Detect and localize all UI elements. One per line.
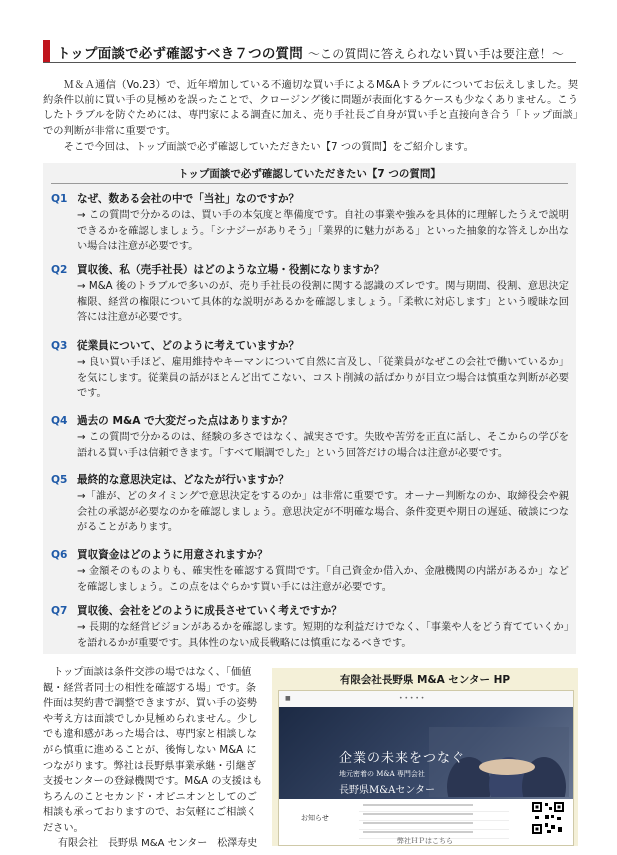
news-row xyxy=(359,821,509,830)
question-number: Q7 xyxy=(51,605,68,617)
question-number: Q4 xyxy=(51,415,68,427)
answer-text: →「誰が、どのタイミングで意思決定をするのか」は非常に重要です。オーナー判断なのか、取締役会や親会社の承認が必要なのかを確認しましょう。意思決定が不明確な場合、条件変更や期日の遅延、破談につながることがあります。 xyxy=(77,491,569,534)
answer-text: → この質問で分かるのは、買い手の本気度と準備度です。自社の事業や強みを具体的に理解したうえで説明できるかを確認しましょう。「シナジーがありそう」「業界的に魅力がある」といった抽象的な答えしか出ない場合は注意が必要です。 xyxy=(77,210,569,253)
question-number: Q2 xyxy=(51,264,68,276)
title-accent-bar xyxy=(43,40,50,62)
hero-company-name: 長野県M&Aセンター xyxy=(339,785,435,796)
hero-headline: 企業の未来をつなぐ xyxy=(339,751,466,766)
answer-text: → 長期的な経営ビジョンがあるかを確認します。短期的な利益だけでなく、「事業や人をどう育てていくか」を語れるかが重要です。具体性のない成長戦略には慎重になるべきです。 xyxy=(77,622,569,649)
questions-box-title: トップ面談で必ず確認していただきたい【7 つの質問】 xyxy=(178,168,441,180)
homepage-caption: 弊社ＨＰはこちら xyxy=(397,837,453,845)
logo-icon: ■ xyxy=(285,695,291,702)
author-signature: 有限会社 長野県 M&A センター 松澤寿史 xyxy=(58,838,258,849)
page-title-main: トップ面談で必ず確認すべき７つの質問 xyxy=(57,46,303,62)
nav-dots: • • • • • xyxy=(399,695,425,702)
question-number: Q3 xyxy=(51,340,68,352)
question-number: Q1 xyxy=(51,193,68,205)
closing-paragraph: トップ面談は条件交渉の場ではなく、「価値観・経営者同士の相性を確認する場」です。条件面は契約書で調整できますが、買い手の姿勢や考え方は面談でしか見極められません。少しでも違和感があった場合は、専門家と相談しながら慎重に進めることが、後悔しない M&A につながります。弊社は長野県事業承継・引継ぎ支援センターの登録機関です。M&A の支援はもちろんのことセカンド・オピニオンとしてのご相談も承っておりますので、お気軽にご相談ください。 xyxy=(43,667,263,834)
question-text: 買収資金はどのように用意されますか？ xyxy=(77,549,268,561)
question-number: Q6 xyxy=(51,549,68,561)
intro-paragraph-2: そこで今回は、トップ面談で必ず確認していただきたい【7 つの質問】をご紹介します。 xyxy=(63,141,474,153)
homepage-screenshot[interactable] xyxy=(278,690,574,846)
answer-text: → この質問で分かるのは、経験の多さではなく、誠実さです。失敗や苦労を正直に話し、そこからの学びを語れる買い手は信頼できます。「すべて順調でした」という回答だけの場合は注意が必要です。 xyxy=(77,432,569,459)
homepage-hero xyxy=(279,707,573,799)
question-heading xyxy=(51,547,268,562)
page-header xyxy=(43,40,576,63)
answer-text: → 良い買い手ほど、雇用維持やキーマンについて自然に言及し、「従業員がなぜこの会社で働いているか」を気にします。従業員の話がほとんど出てこない、コスト削減の話ばかりが目立つ場合は慎重な判断が必要です。 xyxy=(77,357,569,400)
hero-text xyxy=(339,747,465,796)
question-text: 過去の M&A で大変だった点はありますか？ xyxy=(77,415,293,427)
page-subtitle: 〜この質問に答えられない買い手は要注意！〜 xyxy=(307,47,565,61)
question-text: 買収後、私（売手社長）はどのような立場・役割になりますか？ xyxy=(77,264,385,276)
question-heading xyxy=(51,338,299,353)
answer-text: → 金額そのものよりも、確実性を確認する質問です。「自己資金か借入か、金融機関の内諾があるか」などを確認しましょう。この点をはぐらかす買い手には注意が必要です。 xyxy=(77,566,569,593)
questions-box-divider xyxy=(51,183,568,184)
question-heading xyxy=(51,603,342,618)
news-row xyxy=(359,803,509,812)
news-heading: お知らせ xyxy=(301,814,329,822)
homepage-panel[interactable] xyxy=(272,668,578,846)
question-text: 最終的な意思決定は、どなたが行いますか？ xyxy=(77,474,289,486)
intro-paragraph: Ｍ＆Ａ通信（Vo.23）で、近年増加している不適切な買い手によるM&Aトラブルについてお伝えしました。契約条件以前に買い手の見極めを誤ったことで、クロージング後に問題が表面化するケースも少なくありません。こうしたトラブルを防ぐためには、専門家による調査に加え、売り手社長ご自身が買い手と直接向き合う「トップ面談」での判断が非常に重要です。 xyxy=(43,79,578,137)
question-text: なぜ、数ある会社の中で「当社」なのですか？ xyxy=(77,193,300,205)
qr-code-icon[interactable] xyxy=(531,801,565,835)
news-list xyxy=(359,803,509,839)
questions-box xyxy=(43,163,576,654)
homepage-label: 有限会社長野県 M&A センター HP xyxy=(339,674,511,686)
page-title xyxy=(57,42,564,62)
hero-subline: 地元密着の M&A 専門会社 xyxy=(339,770,425,778)
question-heading xyxy=(51,413,292,428)
question-heading xyxy=(51,472,289,487)
question-number: Q5 xyxy=(51,474,68,486)
question-heading xyxy=(51,262,384,277)
news-row xyxy=(359,812,509,821)
answer-text: → M&A 後のトラブルで多いのが、売り手社長の役割に関する認識のズレです。関与期間、役割、意思決定権限、経営の権限について具体的な説明があるかを確認しましょう。「柔軟に対応します」という曖昧な回答には注意が必要です。 xyxy=(77,281,569,324)
homepage-nav-bar xyxy=(279,691,573,708)
question-heading xyxy=(51,191,299,206)
question-text: 買収後、会社をどのように成長させていく考えですか？ xyxy=(77,605,342,617)
question-text: 従業員について、どのように考えていますか？ xyxy=(77,340,300,352)
